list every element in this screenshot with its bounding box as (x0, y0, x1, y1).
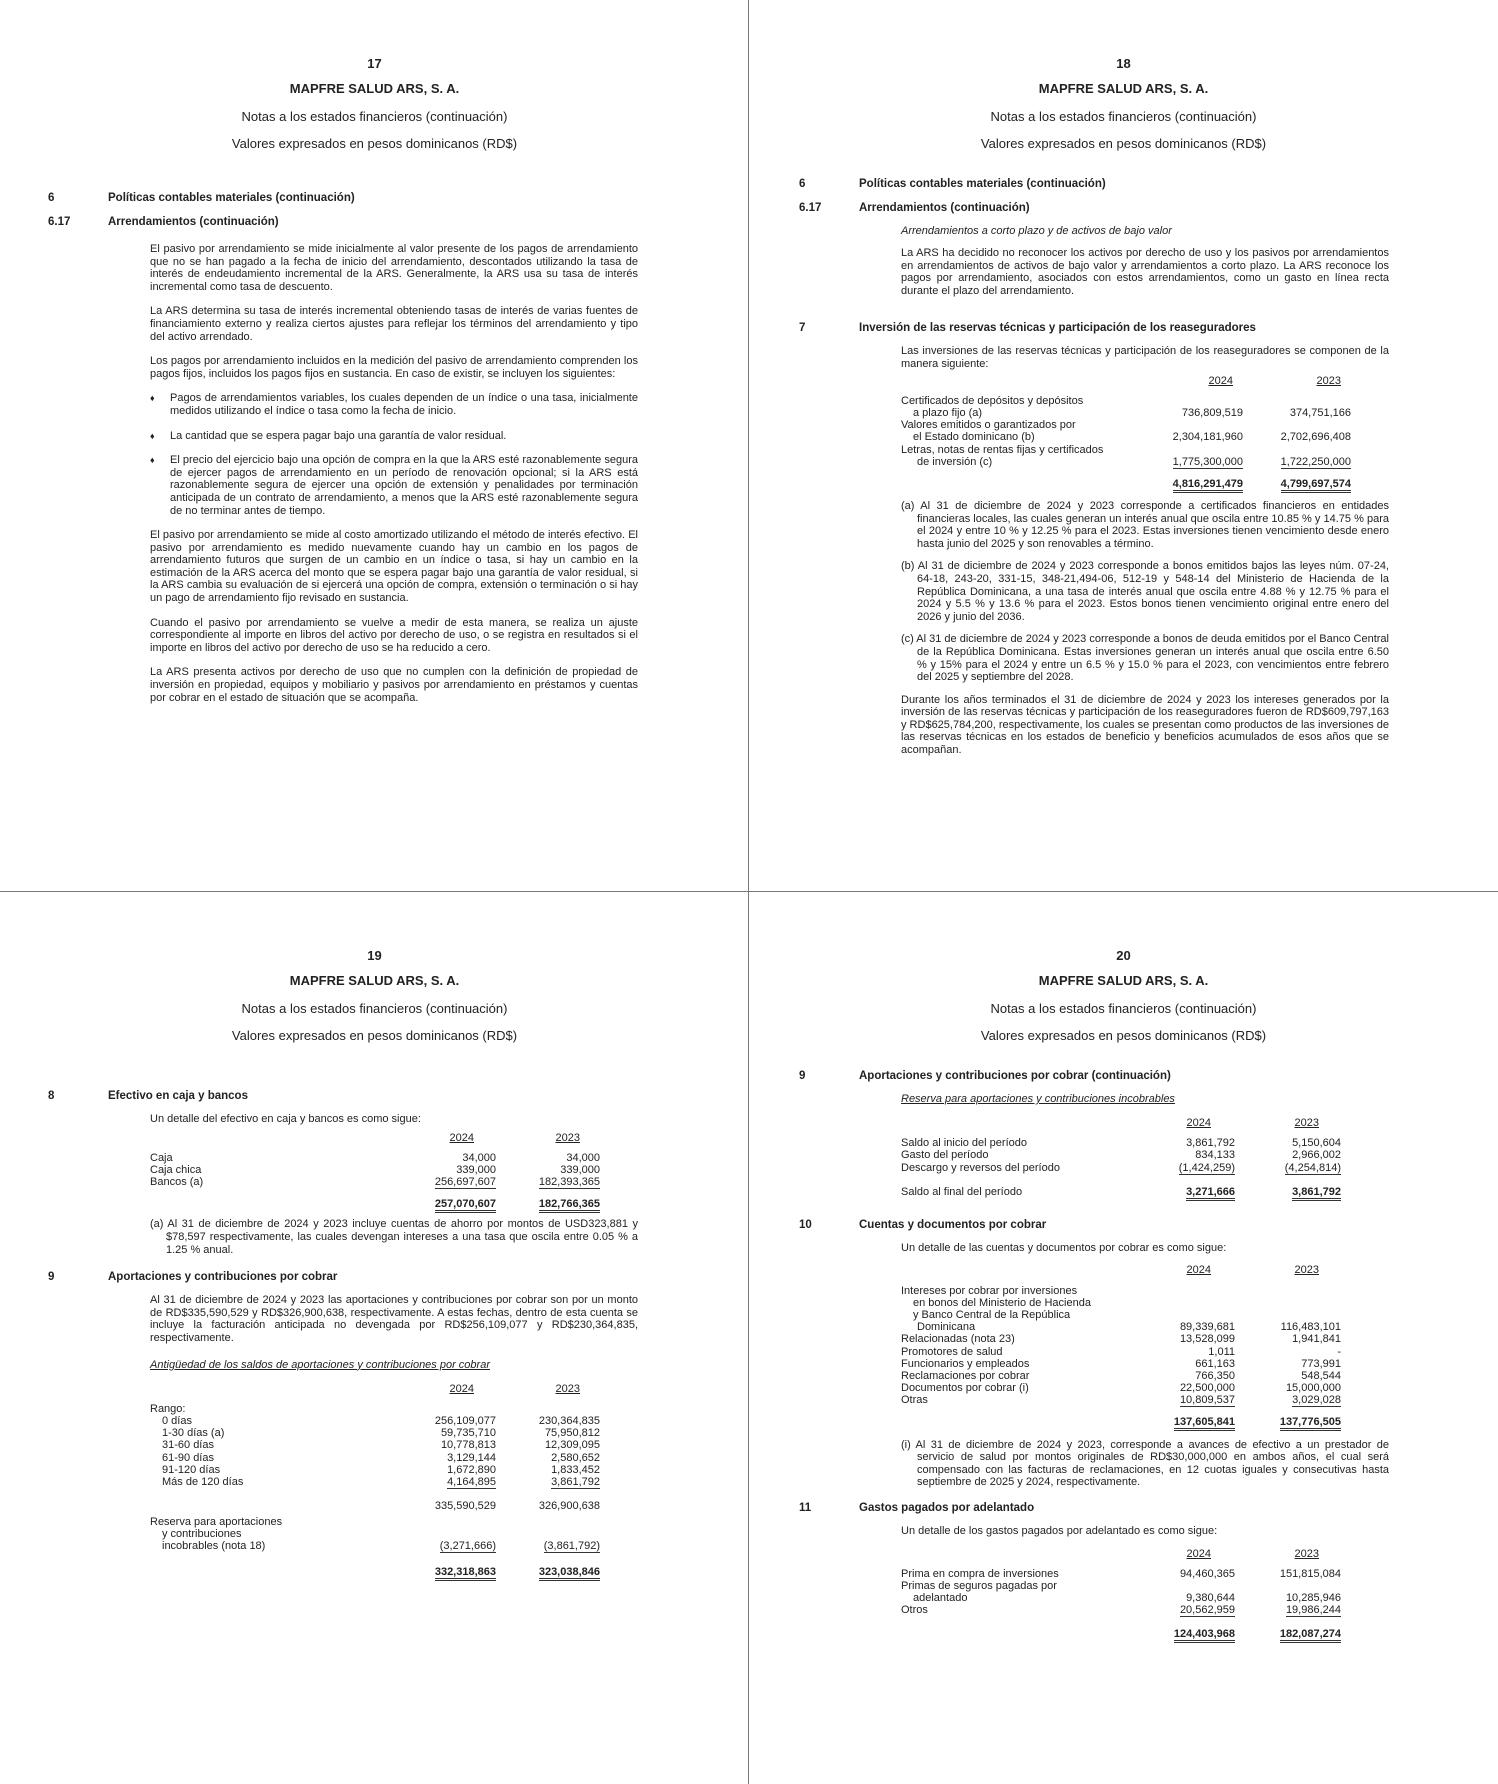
table-row: Bancos (a) 256,697,607 182,393,365 (150, 1176, 600, 1189)
table-row: a plazo fijo (a) 736,809,519 374,751,166 (913, 406, 1351, 419)
paragraph: El pasivo por arrendamiento se mide inicialmente al valor presente de los pagos de arrendamiento que no se han pagado a la fecha de inicio del arrendamiento, descontados utilizando la tasa de interés de endeudamiento incremental de la ARS. Generalmente, la ARS usa su tasa de interés incremental como tasa de descuento. (150, 243, 638, 293)
page-subtitle: Notas a los estados financieros (continuación) (990, 1001, 1257, 1016)
table-row: Certificados de depósitos y depósitos (901, 394, 1084, 407)
table-row: Reserva para aportaciones (150, 1515, 283, 1528)
table-row: incobrables (nota 18) (3,271,666) (3,861,792) (162, 1540, 600, 1553)
page-subtitle: Notas a los estados financieros (continuación) (241, 109, 508, 124)
page-17 (0, 0, 749, 892)
page-currency-note: Valores expresados en pesos dominicanos (RD$) (980, 1028, 1267, 1043)
year-header-row: 2024 2023 (1186, 1117, 1319, 1129)
bullet-item: ♦ Pagos de arrendamientos variables, los cuales dependen de un índice o una tasa, inicialmente medidos utilizando el índice o tasa como la fecha de inicio. (150, 392, 638, 417)
total-row: 124,403,968 182,087,274 (901, 1617, 1341, 1641)
subtotal-row: 335,590,529 326,900,638 (434, 1499, 600, 1512)
company-name: MAPFRE SALUD ARS, S. A. (1038, 81, 1209, 96)
table-row: Rango: (150, 1402, 186, 1415)
table-row: y Banco Central de la República (913, 1309, 1071, 1322)
company-name: MAPFRE SALUD ARS, S. A. (289, 81, 460, 96)
paragraph: Un detalle de los gastos pagados por adelantado es como sigue: (901, 1525, 1218, 1538)
bullet-item: ♦ El precio del ejercicio bajo una opción de compra en la que la ARS esté razonablemente segura de ejercer pagos de arrendamiento en un período de renovación opcional; si la ARS está razonablemente segura de ejercer una opción de extensión y penalidades por terminación anticipada de un contrato de arrendamiento, a menos que la ARS esté razonablemente segura de no terminar antes de tiempo. (150, 454, 638, 517)
cash-table (150, 1132, 600, 1211)
table-row: Reclamaciones por cobrar 766,350 548,544 (901, 1370, 1341, 1383)
page-content (799, 1069, 1389, 1641)
year-header-row: 2024 2023 (449, 1382, 580, 1395)
table-row: Documentos por cobrar (i) 22,500,000 15,000,000 (901, 1382, 1341, 1395)
table-row: y contribuciones (162, 1528, 242, 1541)
paragraph: La ARS ha decidido no reconocer los activos por derecho de uso y los pasivos por arrendamientos en arrendamientos de activos de bajo valor y arrendamientos a corto plazo. La ARS reconoce los pagos por arrendamiento, asociados con estos arrendamientos, como un gasto en línea recta durante el plazo del arrendamiento. (901, 247, 1389, 297)
table-row: Dominicana 89,339,681 116,483,101 (917, 1321, 1341, 1334)
paragraph: La ARS determina su tasa de interés incremental obteniendo tasas de interés de varias fuentes de financiamiento externo y realiza ciertos ajustes para reflejar los términos del arrendamiento y tipo del activo arrendado. (150, 305, 638, 343)
table-row: Otros 20,562,959 19,986,244 (901, 1604, 1341, 1617)
table-row: Saldo al inicio del período 3,861,792 5,150,604 (901, 1137, 1341, 1150)
page-number: 20 (1116, 948, 1131, 963)
footnote: (a) Al 31 de diciembre de 2024 y 2023 incluye cuentas de ahorro por montos de USD323,881 y $78,597 respectivamente, las cuales devengan intereses a una tasa que oscila entre 0.05 % a 1.25 % anual. (150, 1218, 638, 1256)
section-heading: 6 Políticas contables materiales (continuación) (799, 178, 1106, 190)
year-header-row: 2024 2023 (1186, 1264, 1319, 1277)
prepaid-table (901, 1548, 1341, 1641)
table-row: Caja 34,000 34,000 (150, 1151, 600, 1164)
page-20 (749, 892, 1498, 1784)
section-heading: 9 Aportaciones y contribuciones por cobrar (48, 1271, 338, 1284)
page-currency-note: Valores expresados en pesos dominicanos (RD$) (231, 136, 518, 151)
page-content (48, 191, 638, 716)
page-number: 19 (367, 948, 382, 963)
footnote: (i) Al 31 de diciembre de 2024 y 2023, corresponde a avances de efectivo a un prestador de servicio de salud por montos originales de RD$30,000,000 en ambos años, el cual será compensado con las facturas de reclamaciones, en 12 cuotas iguales y consecutivas hasta septiembre de 2025 y 2024, respectivamente. (901, 1438, 1389, 1489)
page-subtitle: Notas a los estados financieros (continuación) (241, 1001, 508, 1016)
page-number: 18 (1116, 56, 1131, 71)
paragraph: Las inversiones de las reservas técnicas y participación de los reaseguradores se componen de la manera siguiente: (901, 345, 1389, 370)
table-row: en bonos del Ministerio de Hacienda (913, 1296, 1091, 1309)
table-row: Letras, notas de rentas fijas y certificados (901, 443, 1104, 456)
table-row: Intereses por cobrar por inversiones (901, 1284, 1078, 1297)
year-header-row: 2024 2023 (449, 1131, 580, 1144)
page-currency-note: Valores expresados en pesos dominicanos (RD$) (231, 1028, 518, 1043)
section-heading: 6 Políticas contables materiales (continuación) (48, 192, 355, 204)
table-row: Promotores de salud 1,011 - (901, 1345, 1341, 1358)
table-row: de inversión (c) 1,775,300,000 1,722,250,000 (917, 455, 1351, 468)
table-row: Primas de seguros pagadas por (901, 1580, 1057, 1593)
receivables-table (901, 1264, 1341, 1428)
table-row: adelantado 9,380,644 10,285,946 (913, 1592, 1341, 1605)
table-row: Más de 120 días 4,164,895 3,861,792 (162, 1475, 600, 1488)
section-heading: 9 Aportaciones y contribuciones por cobrar (continuación) (799, 1070, 1171, 1082)
table-row: 1-30 días (a) 59,735,710 75,950,812 (162, 1427, 600, 1440)
section-heading: 8 Efectivo en caja y bancos (48, 1090, 248, 1102)
table-row: Caja chica 339,000 339,000 (150, 1164, 600, 1176)
year-header-row: 2024 2023 (1208, 374, 1341, 387)
company-name: MAPFRE SALUD ARS, S. A. (289, 973, 460, 988)
reserve-table (901, 1117, 1341, 1198)
table-row: 0 días 256,109,077 230,364,835 (162, 1414, 600, 1427)
italic-subheading: Reserva para aportaciones y contribuciones incobrables (901, 1093, 1175, 1105)
paragraph: El pasivo por arrendamiento se mide al costo amortizado utilizando el método de interés efectivo. El pasivo por arrendamiento es medido nuevamente cuando hay un cambio en los pagos de arrendamiento futuros que surgen de un cambio en un índice o tasa, si hay un cambio en la estimación de la ARS acerca del monto que se espera pagar bajo una garantía de valor residual, si la ARS cambia su evaluación de si ejercerá una opción de compra, extensión o terminación o si hay un pago de arrendamiento fijo revisado en sustancia. (150, 529, 638, 605)
paragraph: Al 31 de diciembre de 2024 y 2023 las aportaciones y contribuciones por cobrar son por un monto de RD$335,590,529 y RD$326,900,638, respectivamente. A estas fechas, dentro de esta cuenta se incluye la facturación anticipada no devengada por RD$256,109,077 y RD$230,364,835, respectivamente. (150, 1294, 638, 1344)
table-row: 31-60 días 10,778,813 12,309,095 (162, 1439, 600, 1452)
total-row: 4,816,291,479 4,799,697,574 (901, 468, 1351, 490)
table-row: Funcionarios y empleados 661,163 773,991 (901, 1357, 1341, 1370)
total-row: 332,318,863 323,038,846 (150, 1553, 600, 1579)
page-number: 17 (367, 56, 382, 71)
table-row: Otras 10,809,537 3,029,028 (901, 1394, 1341, 1407)
page-content (48, 1089, 638, 1579)
company-name: MAPFRE SALUD ARS, S. A. (1038, 973, 1209, 988)
year-header-row: 2024 2023 (1186, 1547, 1319, 1560)
page-content (799, 177, 1389, 769)
section-heading: 7 Inversión de las reservas técnicas y participación de los reaseguradores (799, 322, 1256, 335)
table-row: 61-90 días 3,129,144 2,580,652 (162, 1451, 600, 1464)
table-row: Relacionadas (nota 23) 13,528,099 1,941,841 (901, 1333, 1341, 1346)
italic-subheading: Arrendamientos a corto plazo y de activos de bajo valor (901, 225, 1172, 237)
table-row: Valores emitidos o garantizados por (901, 419, 1076, 432)
paragraph: Un detalle de las cuentas y documentos por cobrar es como sigue: (901, 1241, 1227, 1254)
footnote: (b) Al 31 de diciembre de 2024 y 2023 corresponde a bonos emitidos bajos las leyes núm. 07-24, 64-18, 243-20, 331-15, 348-21,494-06, 512-19 y 548-14 del Ministerio de Hacienda de la República Dominicana, a una tasa de interés anual que oscila entre 4.88 % y 12.75 % para el 2024 y 5.5 % y 13.6 % para el 2023. Estos bonos tienen vencimiento original entre enero del 2026 y junio del 2036. (901, 560, 1389, 623)
table-row: el Estado dominicano (b) 2,304,181,960 2,702,696,408 (913, 431, 1351, 444)
bullet-item: ♦ La cantidad que se espera pagar bajo una garantía de valor residual. (150, 430, 638, 443)
page-currency-note: Valores expresados en pesos dominicanos (RD$) (980, 136, 1267, 151)
page-19 (0, 892, 749, 1784)
paragraph: Los pagos por arrendamiento incluidos en la medición del pasivo de arrendamiento comprenden los pagos fijos, incluidos los pagos fijos en sustancia. En caso de existir, se incluyen los siguientes: (150, 355, 638, 380)
footnote: (c) Al 31 de diciembre de 2024 y 2023 corresponde a bonos de deuda emitidos por el Banco Central de la República Dominicana. Estas inversiones generan un interés anual que oscila entre 6.50 % y 15% para el 2024 y entre un 6.5 % y 15.0 % para el 2023, con vencimientos entre febrero del 2025 y septiembre del 2028. (901, 633, 1389, 684)
section-heading: 10 Cuentas y documentos por cobrar (799, 1218, 1047, 1231)
subsection-heading: 6.17 Arrendamientos (continuación) (48, 216, 279, 228)
total-row: Saldo al final del período 3,271,666 3,861,792 (901, 1174, 1341, 1198)
table-row: Gasto del período 834,133 2,966,002 (901, 1149, 1341, 1162)
table-row: Prima en compra de inversiones 94,460,365 151,815,084 (901, 1567, 1341, 1580)
page-18 (749, 0, 1498, 892)
reserves-investment-table (901, 375, 1351, 490)
table-row: 91-120 días 1,672,890 1,833,452 (162, 1463, 600, 1476)
paragraph: La ARS presenta activos por derecho de uso que no cumplen con la definición de propiedad de inversión en propiedad, equipos y mobiliario y pasivos por arrendamiento en préstamos y cuentas por cobrar en el estado de situación que se acompaña. (150, 666, 638, 704)
page-subtitle: Notas a los estados financieros (continuación) (990, 109, 1257, 124)
subsection-heading: 6.17 Arrendamientos (continuación) (799, 202, 1030, 214)
total-row: 257,070,607 182,766,365 (150, 1188, 600, 1210)
section-heading: 11 Gastos pagados por adelantado (799, 1502, 1035, 1515)
paragraph: Un detalle del efectivo en caja y bancos es como sigue: (150, 1113, 421, 1125)
table-row: Descargo y reversos del período (1,424,259) (4,254,814) (901, 1161, 1341, 1174)
paragraph: Durante los años terminados el 31 de diciembre de 2024 y 2023 los intereses generados por la inversión de las reservas técnicas y participación de los reaseguradores fueron de RD$609,797,163 y RD$625,784,200, respectivamente, los cuales se presentan como productos de las inversiones de las reservas técnicas en los estados de beneficio y beneficios acumulados de esos años que se acompañan. (901, 693, 1389, 757)
aging-table (150, 1383, 600, 1579)
footnote: (a) Al 31 de diciembre de 2024 y 2023 corresponde a certificados financieros en entidades financieras locales, las cuales generan un interés anual que oscila entre 10.85 % y 14.75 % para el 2024 y entre 10 % y 12.25 % para el 2023. Estas inversiones tienen vencimiento desde enero hasta junio del 2025 y son renovables a término. (901, 499, 1389, 550)
paragraph: Cuando el pasivo por arrendamiento se vuelve a medir de esta manera, se realiza un ajuste correspondiente al importe en libros del activo por derecho de uso, o se registra en resultados si el importe en libros del activo por derecho de uso se ha reducido a cero. (150, 616, 638, 654)
total-row: 137,605,841 137,776,505 (901, 1407, 1341, 1429)
italic-subheading: Antigüedad de los saldos de aportaciones y contribuciones por cobrar (150, 1358, 490, 1371)
